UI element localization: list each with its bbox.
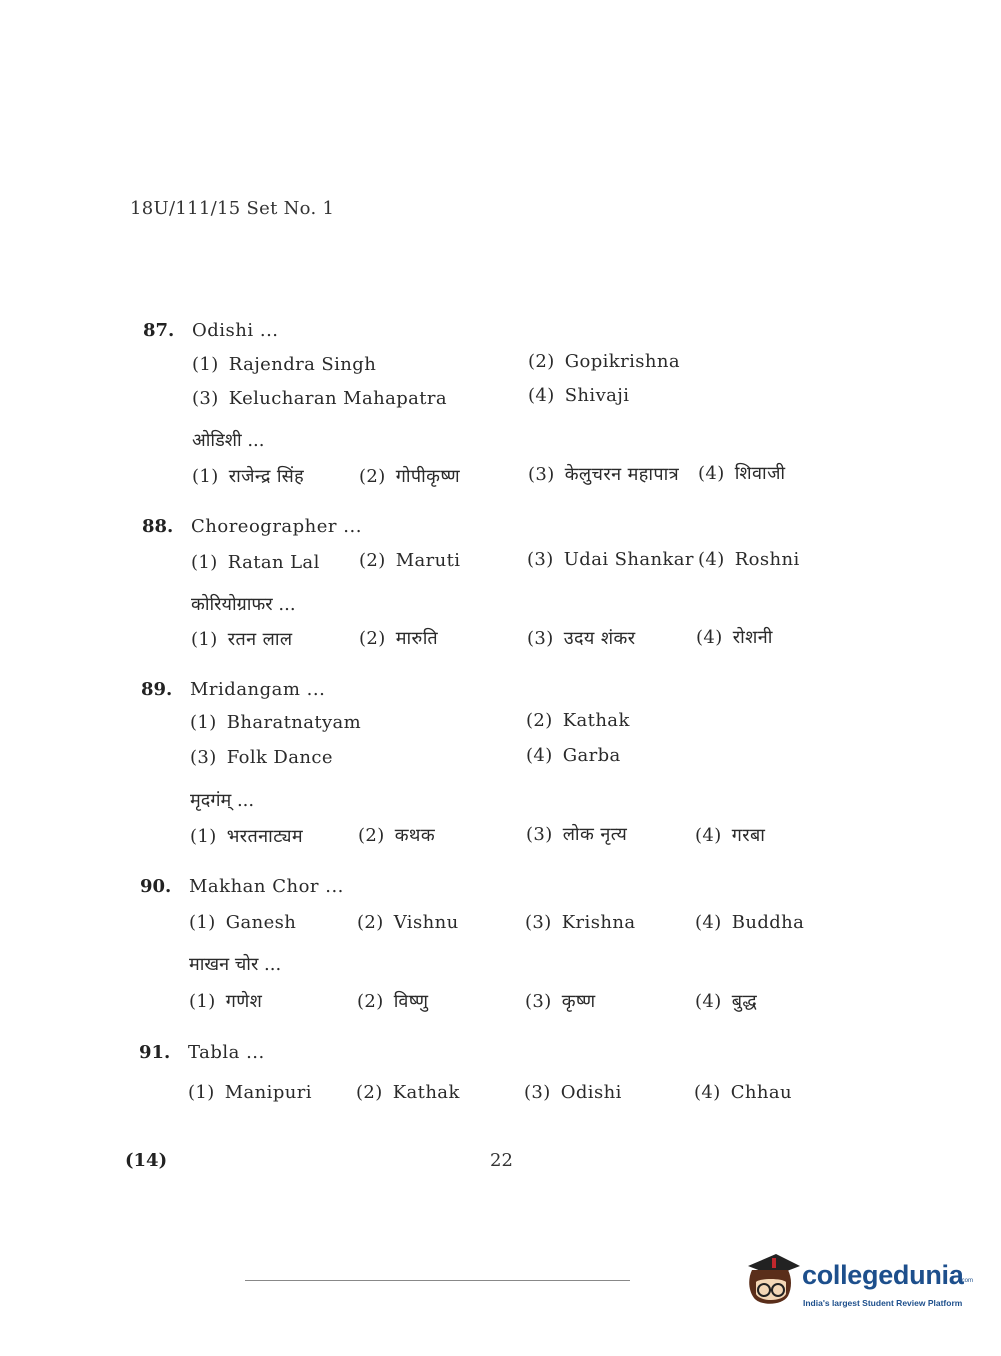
question-number: 89. xyxy=(141,679,173,700)
option-en-2: (2) Maruti xyxy=(359,550,461,571)
option-en-1: (1) Ratan Lal xyxy=(191,552,320,573)
question-stem-en: Choreographer ... xyxy=(191,516,362,537)
logo-wordmark: collegedunia xyxy=(802,1260,964,1290)
graduate-mascot-icon xyxy=(742,1248,802,1312)
option-hi-2: (2) विष्णु xyxy=(357,991,429,1012)
option-en-3: (3) Odishi xyxy=(524,1082,622,1103)
question-stem-en: Tabla ... xyxy=(188,1042,265,1063)
question-stem-hi: माखन चोर ... xyxy=(189,954,282,975)
option-en-1: (1) Ganesh xyxy=(189,912,297,933)
question-stem-hi: कोरियोग्राफर ... xyxy=(191,594,296,615)
question-number: 88. xyxy=(142,516,174,537)
booklet-code: (14) xyxy=(125,1150,168,1171)
option-hi-2: (2) मारुति xyxy=(359,628,439,649)
footer-divider xyxy=(245,1280,630,1281)
option-en-2: (2) Gopikrishna xyxy=(528,351,681,372)
question-stem-hi: ओडिशी ... xyxy=(192,430,265,451)
option-hi-1: (1) भरतनाट्यम xyxy=(190,826,304,847)
option-hi-4: (4) बुद्ध xyxy=(695,991,758,1012)
option-en-4: (4) Chhau xyxy=(694,1082,792,1103)
option-en-4: (4) Shivaji xyxy=(528,385,630,406)
logo-tld: .com xyxy=(960,1278,974,1284)
option-en-4: (4) Garba xyxy=(526,745,621,766)
option-hi-3: (3) उदय शंकर xyxy=(527,628,636,649)
question-number: 90. xyxy=(140,876,172,897)
question-number: 87. xyxy=(143,320,175,341)
option-en-4: (4) Roshni xyxy=(698,549,800,570)
option-hi-3: (3) केलुचरन महापात्र xyxy=(528,464,680,485)
option-en-3: (3) Folk Dance xyxy=(190,747,333,768)
option-hi-4: (4) गरबा xyxy=(695,825,766,846)
option-en-3: (3) Udai Shankar xyxy=(527,549,694,570)
option-hi-3: (3) लोक नृत्य xyxy=(526,824,628,845)
option-hi-1: (1) रतन लाल xyxy=(191,629,293,650)
question-stem-en: Odishi ... xyxy=(192,320,279,341)
option-en-4: (4) Buddha xyxy=(695,912,805,933)
option-en-1: (1) Rajendra Singh xyxy=(192,354,377,375)
option-en-2: (2) Vishnu xyxy=(357,912,459,933)
option-hi-2: (2) कथक xyxy=(358,825,436,846)
option-en-2: (2) Kathak xyxy=(356,1082,460,1103)
option-hi-3: (3) कृष्ण xyxy=(525,991,596,1012)
question-stem-en: Makhan Chor ... xyxy=(189,876,344,897)
logo-tagline: India's largest Student Review Platform xyxy=(803,1298,963,1308)
option-hi-2: (2) गोपीकृष्ण xyxy=(359,466,461,487)
question-number: 91. xyxy=(139,1042,171,1063)
set-info: 18U/111/15 Set No. 1 xyxy=(130,198,335,219)
question-stem-en: Mridangam ... xyxy=(190,679,326,700)
option-en-3: (3) Kelucharan Mahapatra xyxy=(192,388,448,409)
question-stem-hi: मृदगंम् ... xyxy=(190,790,255,811)
page-number: 22 xyxy=(490,1150,513,1171)
option-en-3: (3) Krishna xyxy=(525,912,636,933)
collegedunia-logo xyxy=(742,1248,972,1318)
option-en-1: (1) Bharatnatyam xyxy=(190,712,362,733)
option-en-2: (2) Kathak xyxy=(526,710,630,731)
option-hi-4: (4) रोशनी xyxy=(696,627,773,648)
option-hi-1: (1) राजेन्द्र सिंह xyxy=(192,466,305,487)
option-en-1: (1) Manipuri xyxy=(188,1082,312,1103)
option-hi-4: (4) शिवाजी xyxy=(698,463,786,484)
option-hi-1: (1) गणेश xyxy=(189,991,263,1012)
